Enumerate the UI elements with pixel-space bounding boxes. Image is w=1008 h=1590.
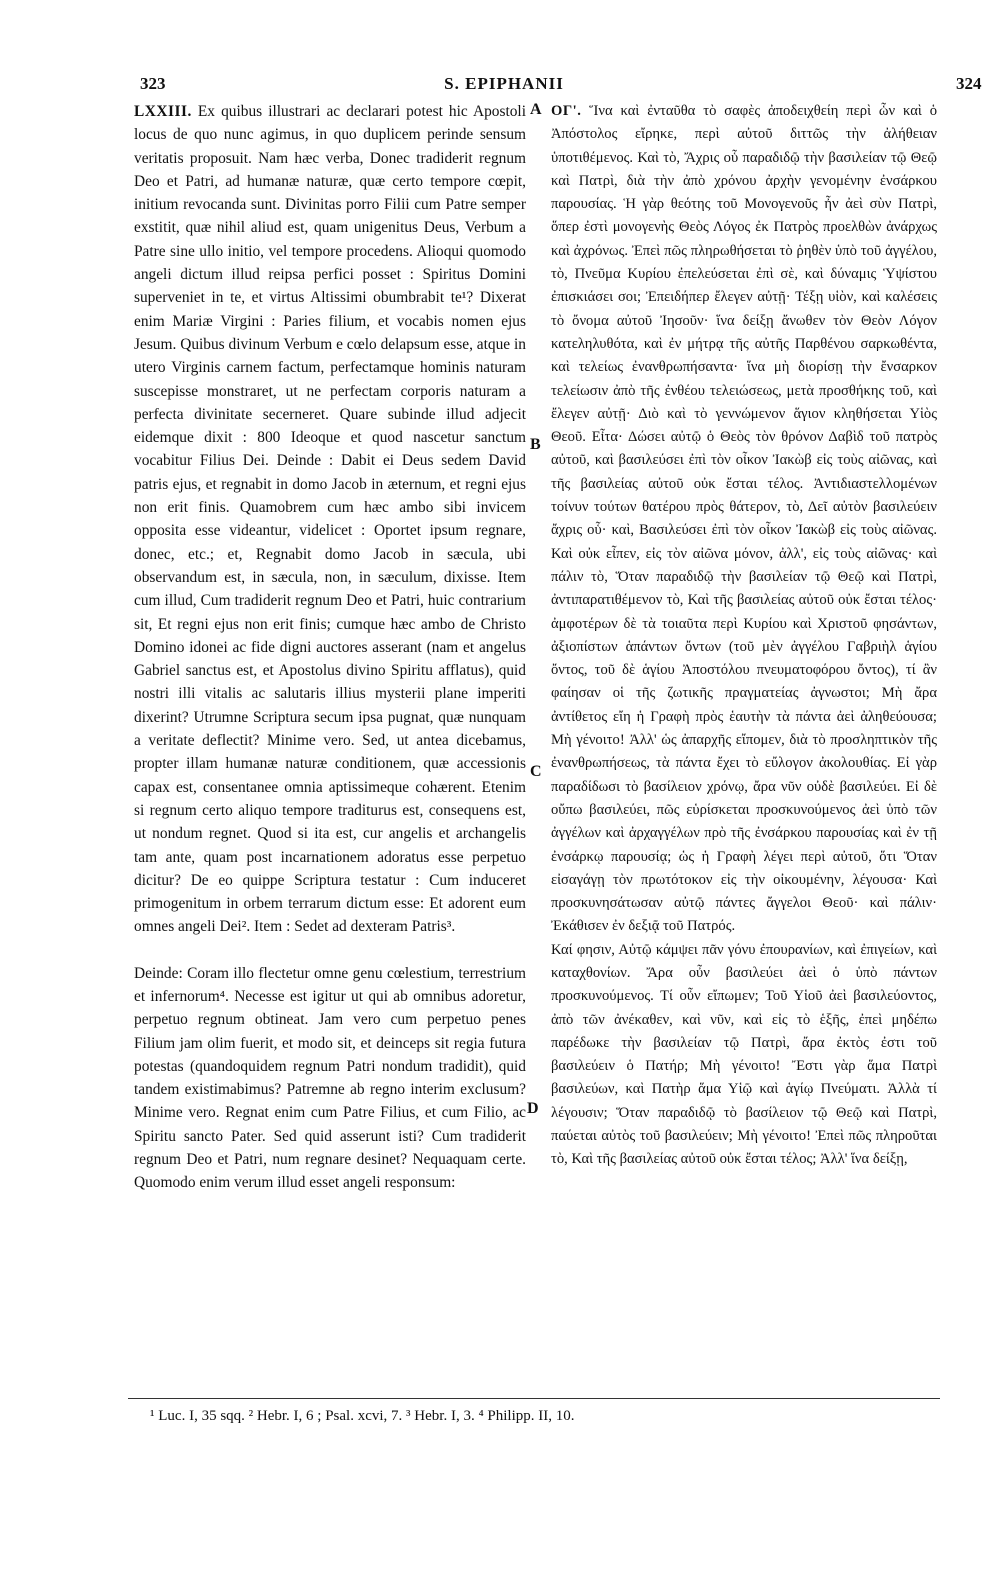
- greek-chapter-number: ΟΓ'.: [551, 103, 582, 119]
- latin-column: [134, 100, 526, 1195]
- page-number-left: 323: [140, 74, 166, 93]
- greek-column: [551, 100, 937, 1172]
- margin-marker-a: A: [530, 101, 542, 118]
- greek-paragraph-1-text: Ἵνα καὶ ἐνταῦθα τὸ σαφὲς ἀποδειχθείη περὶ ὧν καὶ ὁ Ἀπόστολος εἴρηκε, περὶ αὐτοῦ διττῶς τὴν ἀλήθειαν ὑποτιθέμενος. Καὶ τὸ, Ἄχρις οὗ παραδιδῷ τὴν βασιλείαν τῷ Θεῷ καὶ Πατρὶ, διὰ τὴν ἀπὸ χρόνου ἀρχὴν γενομένην ἐνσάρκου παρουσίας. Ἡ γὰρ θεότης τοῦ Μονογενοῦς ἦν ἀεὶ σὺν Πατρὶ, ὅπερ ἐστὶ μονογενὴς Θεὸς Λόγος ἐκ Πατρὸς προελθὼν ἀνάρχως καὶ ἀχρόνως. Ἐπεὶ πῶς πληρωθήσεται τὸ ῥηθὲν ὑπὸ τοῦ ἀγγέλου, τὸ, Πνεῦμα Κυρίου ἐπελεύσεται ἐπὶ σὲ, καὶ δύναμις Ὑψίστου ἐπισκιάσει σοι; Ἐπειδήπερ ἔλεγεν αὐτῇ· Τέξῃ υἱὸν, καὶ καλέσεις τὸ ὄνομα αὐτοῦ Ἰησοῦν· ἵνα δείξῃ ἄνωθεν τὸν Θεὸν Λόγον κατεληλυθότα, καὶ ἐν μήτρᾳ τῆς αὐτῆς Παρθένου σαρκωθέντα, καὶ τελείως ἐνανθρωπήσαντα· ἵνα μὴ διορίσῃ τὴν ἔνσαρκον τελείωσιν ἀπὸ τῆς ἐνθέου τελειώσεως, μετὰ προσθήκης τοῦ, καὶ ἔλεγεν αὐτῇ· Διὸ καὶ τὸ γεννώμενον ἅγιον κληθήσεται Υἱὸς Θεοῦ. Εἶτα· Δώσει αὐτῷ ὁ Θεὸς τὸν θρόνον Δαβὶδ τοῦ πατρὸς αὐτοῦ, καὶ βασιλεύσει ἐπὶ τὸν οἶκον Ἰακὼβ εἰς τοὺς αἰῶνας, καὶ τῆς βασιλείας αὐτοῦ οὐκ ἔσται τέλος. Ἀντιδιαστελλομένων τοίνυν τούτων θατέρου πρὸς θάτερον, τὸ, Δεῖ αὐτὸν βασιλεύειν ἄχρις οὗ· καὶ, Βασιλεύσει ἐπὶ τὸν οἶκον Ἰακὼβ εἰς τοὺς αἰῶνας. Καὶ οὐκ εἶπεν, εἰς τὸν αἰῶνα μόνον, ἀλλ', εἰς τοὺς αἰῶνας· καὶ πάλιν τὸ, Ὅταν παραδιδῷ τὴν βασιλείαν τῷ Θεῷ καὶ Πατρὶ, ἀντιπαρατιθέμενον τὸ, Καὶ τῆς βασιλείας αὐτοῦ οὐκ ἔσται τέλος· ἀμφοτέρων δὲ τὰ τοιαῦτα περὶ Κυρίου καὶ Χριστοῦ φησάντων, ἀξιοπίστων ἁπάντων ὄντων (τοῦ μὲν ἀγγέλου Γαβριὴλ ἁγίου ὄντος, τοῦ δὲ ἁγίου Ἀποστόλου πνευματοφόρου ὄντος), τί ἂν φαίησαν οἱ τῆς ζωτικῆς πραγματείας ἀγνωστοι; Μὴ ἄρα ἀντίθετος εἴη ἡ Γραφὴ πρὸς ἑαυτὴν τὰ πάντα ἀεὶ ἀληθεύουσα; Μὴ γένοιτο! Ἀλλ' ὡς ἀπαρχῆς εἴπομεν, διὰ τὸ προσληπτικὸν τῆς ἐνανθρωπήσεως, τὰ πάντα ἔχει τὸ εὔλογον ἀκολουθίας. Εἰ γὰρ παραδίδωσι τὸ βασίλειον χρόνῳ, ἄρα νῦν οὐδὲ βασιλεύει. Εἰ δὲ οὔπω βασιλεύει, πῶς εὑρίσκεται προσκυνούμενος ἀεὶ ὑπὸ τῶν ἀγγέλων καὶ ἀρχαγγέλων πρὸ τῆς ἐνσάρκου παρουσίας καὶ ἐν τῇ ἐνσάρκῳ παρουσίᾳ; ὡς ἡ Γραφὴ λέγει περὶ αὐτοῦ, ὅτι Ὅταν εἰσαγάγῃ τὸν πρωτότοκον εἰς τὴν οἰκουμένην, λέγουσα· Καὶ προσκυνησάτωσαν αὐτῷ πάντες ἄγγελοι Θεοῦ· καὶ πάλιν· Ἐκάθισεν ἐν δεξιᾷ τοῦ Πατρός.: [551, 103, 937, 935]
- page-header: [0, 74, 1008, 98]
- page-number-right: 324: [956, 74, 982, 93]
- margin-marker-d: D: [527, 1100, 539, 1117]
- footnote-divider: [128, 1398, 940, 1399]
- greek-paragraph-1: [551, 100, 937, 939]
- margin-marker-c: C: [530, 763, 542, 780]
- margin-marker-b: B: [530, 436, 541, 453]
- footnotes: ¹ Luc. I, 35 sqq. ² Hebr. I, 6 ; Psal. xcvi, 7. ³ Hebr. I, 3. ⁴ Philipp. II, 10.: [150, 1408, 575, 1424]
- running-title: S. EPIPHANII: [444, 74, 564, 93]
- greek-paragraph-2: Καί φησιν, Αὐτῷ κάμψει πᾶν γόνυ ἐπουρανίων, καὶ ἐπιγείων, καὶ καταχθονίων. Ἄρα οὖν βασιλεύει ἀεὶ ὁ ὑπὸ πάντων προσκυνούμενος. Τί οὖν εἴπωμεν; Τοῦ Υἱοῦ ἀεὶ βασιλεύοντος, ἀπὸ τῶν ἀνέκαθεν, καὶ νῦν, καὶ εἰς τὸ ἑξῆς, ἐπεὶ μηδέπω παρέδωκε τὴν βασιλείαν τῷ Πατρὶ, ἄρα ἐκτὸς ἐστι τοῦ βασιλεύειν ὁ Πατήρ; Μὴ γένοιτο! Ἔστι γὰρ ἅμα Πατρὶ βασιλεύων, καὶ Πατὴρ ἅμα Υἱῷ καὶ ἁγίῳ Πνεύματι. Ἀλλὰ τί λέγουσιν; Ὅταν παραδιδῷ τὸ βασίλειον τῷ Θεῷ καὶ Πατρὶ, παύεται αὐτὸς τοῦ βασιλεύειν; Μὴ γένοιτο! Ἐπεὶ πῶς πληροῦται τὸ, Καὶ τῆς βασιλείας αὐτοῦ οὐκ ἔσται τέλος; Ἀλλ' ἵνα δείξῃ,: [551, 941, 937, 1168]
- latin-paragraph-1: [134, 100, 526, 939]
- latin-chapter-number: LXXIII.: [134, 103, 192, 120]
- latin-paragraph-1-text: Ex quibus illustrari ac declarari potest hic Apostoli locus de quo nunc agimus, in quo duplicem perinde sensum veritatis proposuit. Nam hæc verba, Donec tradiderit regnum Deo et Patri, ad humanæ naturæ, quæ certo tempore cœpit, initium revocanda sunt. Divinitas porro Filii cum Patre semper exstitit, quæ nihil aliud est, quam unigenitus Deus, Verbum a Patre sine ullo initio, vel tempore procedens. Alioqui quomodo angeli dictum illud reipsa perfici posset : Spiritus Domini superveniet in te, et virtus Altissimi obumbrabit te¹? Dixerat enim Mariæ Virgini : Paries filium, et vocabis nomen ejus Jesum. Quibus divinum Verbum e cœlo delapsum esse, atque in utero Virginis carnem factum, perfectamque hominis naturam suscepisse monstraret, ut ne perfectam corporis naturam a perfecta divinitate secerneret. Quare subinde illud adjecit eidemque dixit : 800 Ideoque et quod nascetur sanctum vocabitur Filius Dei. Deinde : Dabit ei Deus sedem David patris ejus, et regnabit in domo Jacob in æternum, et regni ejus non erit finis. Quamobrem cum hæc ambo sibi invicem opposita esse videantur, videlicet : Oportet ipsum regnare, donec, etc.; et, Regnabit domo Jacob in sæcula, ubi observandum est, in sæcula, non, in sæculum, dixisse. Item cum illud, Cum tradiderit regnum Deo et Patri, huic contrarium sit, Et regni ejus non erit finis; cumque hæc ambo de Christo Domino idonei ac fide digni auctores asserant (nam et angelus Gabriel sanctus est, et Apostolus divino Spiritu afflatus), quid nostri illi vitalis ac salutaris illius mysterii plane imperiti dixerint? Utrumne Scriptura secum ipsa pugnat, quæ nunquam a veritate deflectit? Minime vero. Sed, ut antea dicebamus, propter illam humanæ naturæ conditionem, quæ accessionis capax est, consentanee omnia aptissimeque cohærent. Etenim si regnum certo aliquo tempore traditurus est, consequens est, ut nondum regnet. Quod si ita est, cur angelis et archangelis tam ante, quam post incarnationem adoratus esse perpetuo dicitur? De eo quippe Scriptura testatur : Cum induceret primogenitum in orbem terrarum dictum esse: Et adorent eum omnes angeli Dei². Item : Sedet ad dexteram Patris³.: [134, 103, 526, 936]
- latin-paragraph-2: Deinde: Coram illo flectetur omne genu cœlestium, terrestrium et infernorum⁴. Necesse est igitur ut qui ab omnibus adoretur, perpetuo regnum obtineat. Jam vero cum perpetuo penes Filium jam olim fuerit, et modo sit, et deinceps sit regia futura potestas (quandoquidem regnum Patri nondum tradidit), quid tandem existimabimus? Patremne ab regno interim exclusum? Minime vero. Regnat enim cum Patre Filius, et cum Filio, ac Spiritu sancto Pater. Sed quid asserunt isti? Cum tradiderit regnum Deo et Patri, num regnare desinet? Nequaquam certe. Quomodo enim verum illud esset angeli responsum:: [134, 964, 526, 1192]
